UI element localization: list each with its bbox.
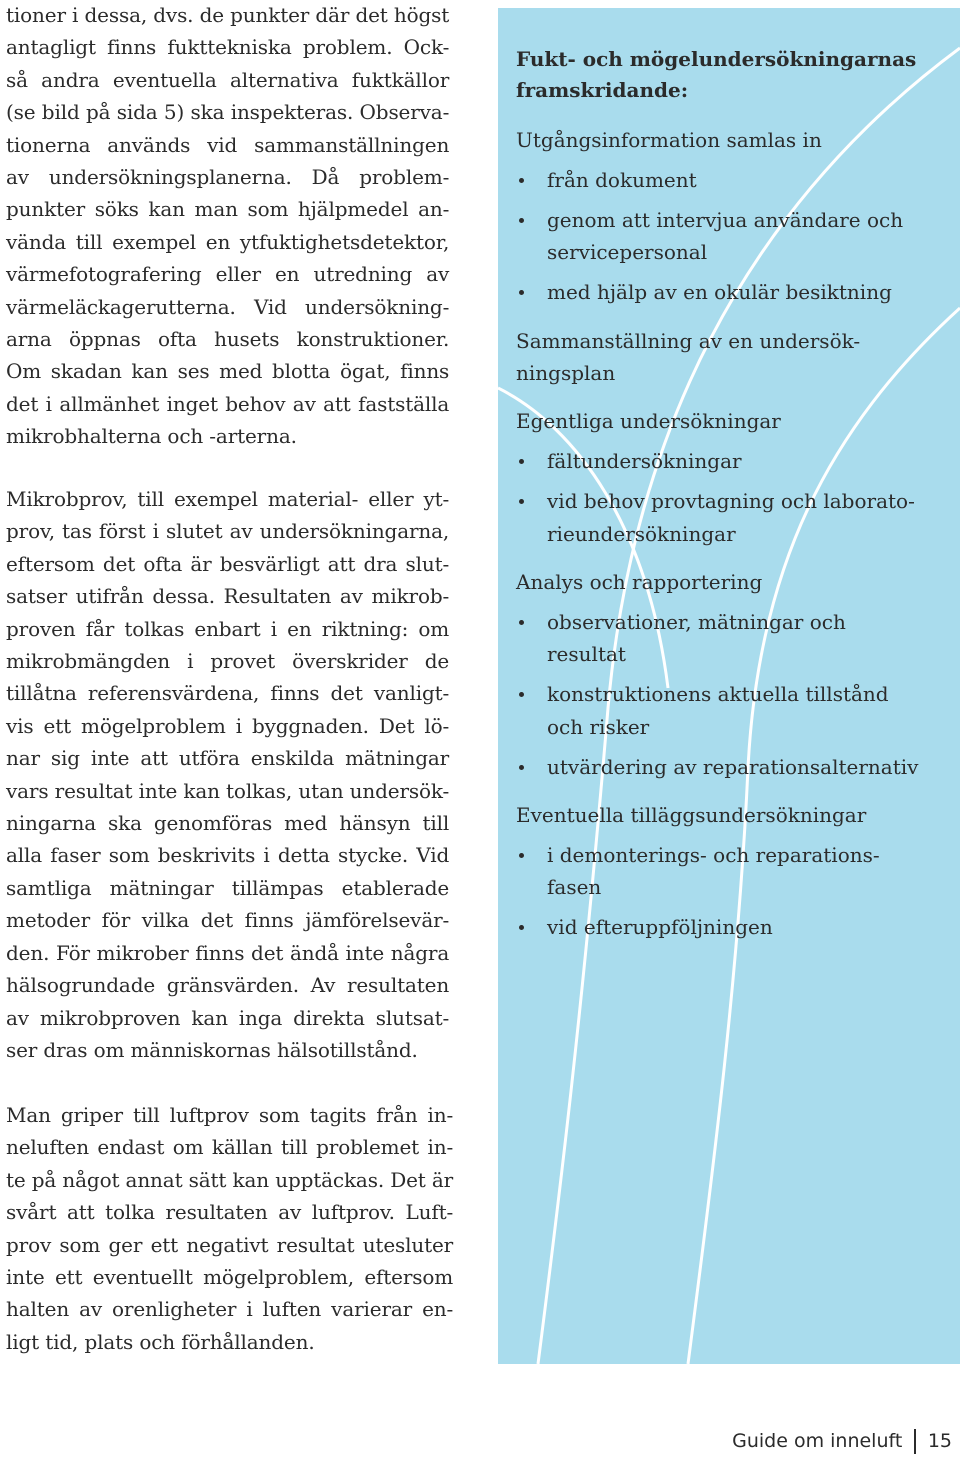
text-line: den. För mikrober finns det ändå inte några — [6, 940, 450, 965]
page-footer — [732, 1426, 952, 1456]
text-line: vis ett mögelproblem i byggnaden. Det lö- — [6, 713, 450, 738]
sidebar-sections — [516, 124, 946, 944]
text-line: metoder för vilka det finns jämförelsevär- — [6, 908, 450, 933]
text-line: arna öppnas ofta husets konstruktioner. — [6, 327, 450, 352]
text-line: ser dras om människornas hälsotillstånd. — [6, 1037, 418, 1062]
bullet-icon — [519, 925, 524, 930]
section-heading: Analys och rapportering — [516, 569, 763, 594]
bullet-text-line: vid efteruppföljningen — [547, 915, 773, 940]
section-heading: Utgångsinformation samlas in — [516, 128, 822, 152]
text-line: punkter söks kan man som hjälpmedel an- — [6, 197, 450, 222]
bullet-item — [516, 911, 946, 943]
bullet-icon — [519, 853, 524, 858]
text-line: (se bild på sida 5) ska inspekteras. Observa- — [6, 100, 450, 125]
text-line: vars resultat inte kan tolkas, utan undersök- — [6, 778, 450, 803]
section-heading: Sammanställning av en undersök- — [516, 328, 861, 353]
text-line: ligt tid, plats och förhållanden. — [6, 1329, 315, 1354]
body-paragraph-3 — [6, 1099, 453, 1358]
bullet-icon — [519, 620, 524, 625]
bullet-text-line: med hjälp av en okulär besiktning — [547, 280, 892, 305]
section-heading: ningsplan — [516, 360, 616, 385]
bullet-text-line: observationer, mätningar och — [547, 609, 846, 634]
bullet-list — [516, 445, 946, 550]
sidebar-section — [516, 566, 946, 783]
section-heading: Eventuella tilläggsundersökningar — [516, 802, 867, 827]
bullet-list — [516, 164, 946, 309]
sidebar-section — [516, 325, 946, 390]
text-line: värmeläckagerutterna. Vid undersökning- — [6, 294, 450, 319]
bullet-text-line: genom att intervjua användare och — [547, 207, 904, 232]
bullet-item — [516, 678, 946, 743]
text-line: Mikrobprov, till exempel material- eller yt- — [6, 487, 450, 511]
text-line: prov som ger ett negativt resultat utesluter — [6, 1232, 454, 1257]
text-line: eftersom det ofta är besvärligt att dra slut- — [6, 551, 450, 576]
bullet-icon — [519, 765, 524, 770]
bullet-item — [516, 445, 946, 477]
bullet-text-line: servicepersonal — [547, 240, 708, 265]
body-paragraph-2 — [6, 483, 449, 1066]
text-line: te på något annat sätt kan upptäckas. Det är — [6, 1167, 454, 1192]
section-spacer — [516, 309, 946, 325]
sidebar-section — [516, 799, 946, 944]
section-heading: Egentliga undersökningar — [516, 409, 781, 434]
bullet-item — [516, 164, 946, 196]
bullet-item — [516, 839, 946, 904]
bullet-item — [516, 276, 946, 308]
bullet-item — [516, 606, 946, 671]
bullet-text-line: fasen — [547, 875, 602, 900]
text-line: mikrobmängden i provet överskrider de — [6, 649, 450, 674]
bullet-text-line: utvärdering av reparationsalternativ — [547, 754, 919, 779]
body-paragraph-1 — [6, 0, 449, 453]
bullet-text-line: och risker — [547, 714, 650, 739]
bullet-item — [516, 485, 946, 550]
text-line: alla faser som beskrivits i detta stycke. Vid — [6, 843, 450, 868]
page-number: 15 — [927, 1430, 952, 1452]
sidebar-content — [516, 44, 946, 944]
text-line: satser utifrån dessa. Resultaten av mikrob- — [6, 584, 450, 609]
text-line: neluften endast om källan till problemet in- — [6, 1135, 454, 1160]
bullet-list — [516, 839, 946, 944]
text-line: värmefotografering eller en utredning av — [6, 262, 450, 287]
bullet-icon — [519, 290, 524, 295]
section-spacer — [516, 550, 946, 566]
text-line: tionerna används vid sammanställningen — [6, 132, 450, 157]
sidebar-title-line: Fukt- och mögelundersökningarnas — [516, 47, 917, 71]
bullet-icon — [519, 499, 524, 504]
bullet-text-line: konstruktionens aktuella tillstånd — [547, 682, 889, 707]
text-line: av mikrobproven kan inga direkta slutsat- — [6, 1005, 450, 1030]
section-spacer — [516, 389, 946, 405]
bullet-text-line: i demonterings- och reparations- — [547, 842, 880, 867]
bullet-item — [516, 204, 946, 269]
text-line: nar sig inte att utföra enskilda mätningar — [6, 746, 450, 771]
text-line: det i allmänhet inget behov av att fastställa — [6, 391, 450, 416]
bullet-text-line: från dokument — [547, 167, 697, 192]
text-line: Om skadan kan ses med blotta ögat, finns — [6, 359, 450, 384]
text-line: prov, tas först i slutet av undersökningarna, — [6, 519, 450, 544]
bullet-icon — [519, 178, 524, 183]
text-line: så andra eventuella alternativa fuktkällor — [6, 67, 450, 92]
text-line: tioner i dessa, dvs. de punkter där det högst — [6, 3, 450, 27]
text-line: antagligt finns fukttekniska problem. Ock- — [6, 35, 450, 60]
sidebar-title-line: framskridande: — [516, 78, 689, 102]
bullet-icon — [519, 218, 524, 223]
text-line: svårt att tolka resultaten av luftprov. Luft- — [6, 1200, 454, 1225]
bullet-text-line: rieundersökningar — [547, 521, 736, 546]
footer-title: Guide om inneluft — [732, 1430, 903, 1452]
text-line: halten av orenligheter i luften varierar en- — [6, 1297, 454, 1322]
sidebar-title — [516, 44, 946, 106]
bullet-list — [516, 606, 946, 783]
sidebar-section — [516, 124, 946, 309]
bullet-text-line: fältundersökningar — [547, 449, 742, 474]
bullet-text-line: resultat — [547, 642, 626, 667]
text-line: proven får tolkas enbart i en riktning: om — [6, 616, 450, 641]
sidebar-section — [516, 405, 946, 550]
bullet-text-line: vid behov provtagning och laborato- — [547, 489, 915, 514]
text-line: Man griper till luftprov som tagits från in- — [6, 1103, 454, 1127]
text-line: mikrobhalterna och -arterna. — [6, 424, 297, 449]
text-line: vända till exempel en ytfuktighetsdetektor, — [6, 229, 450, 254]
text-line: av undersökningsplanerna. Då problem- — [6, 165, 450, 190]
section-spacer — [516, 783, 946, 799]
bullet-item — [516, 751, 946, 783]
info-sidebar-box — [498, 8, 960, 1364]
text-line: ningarna ska genomföras med hänsyn till — [6, 811, 450, 836]
bullet-icon — [519, 459, 524, 464]
text-line: samtliga mätningar tillämpas etablerade — [6, 875, 450, 900]
text-line: tillåtna referensvärdena, finns det vanligt- — [6, 681, 450, 706]
bullet-icon — [519, 692, 524, 697]
footer-divider — [914, 1429, 916, 1454]
text-line: hälsogrundade gränsvärden. Av resultaten — [6, 973, 450, 998]
text-line: inte ett eventuellt mögelproblem, eftersom — [6, 1265, 454, 1290]
